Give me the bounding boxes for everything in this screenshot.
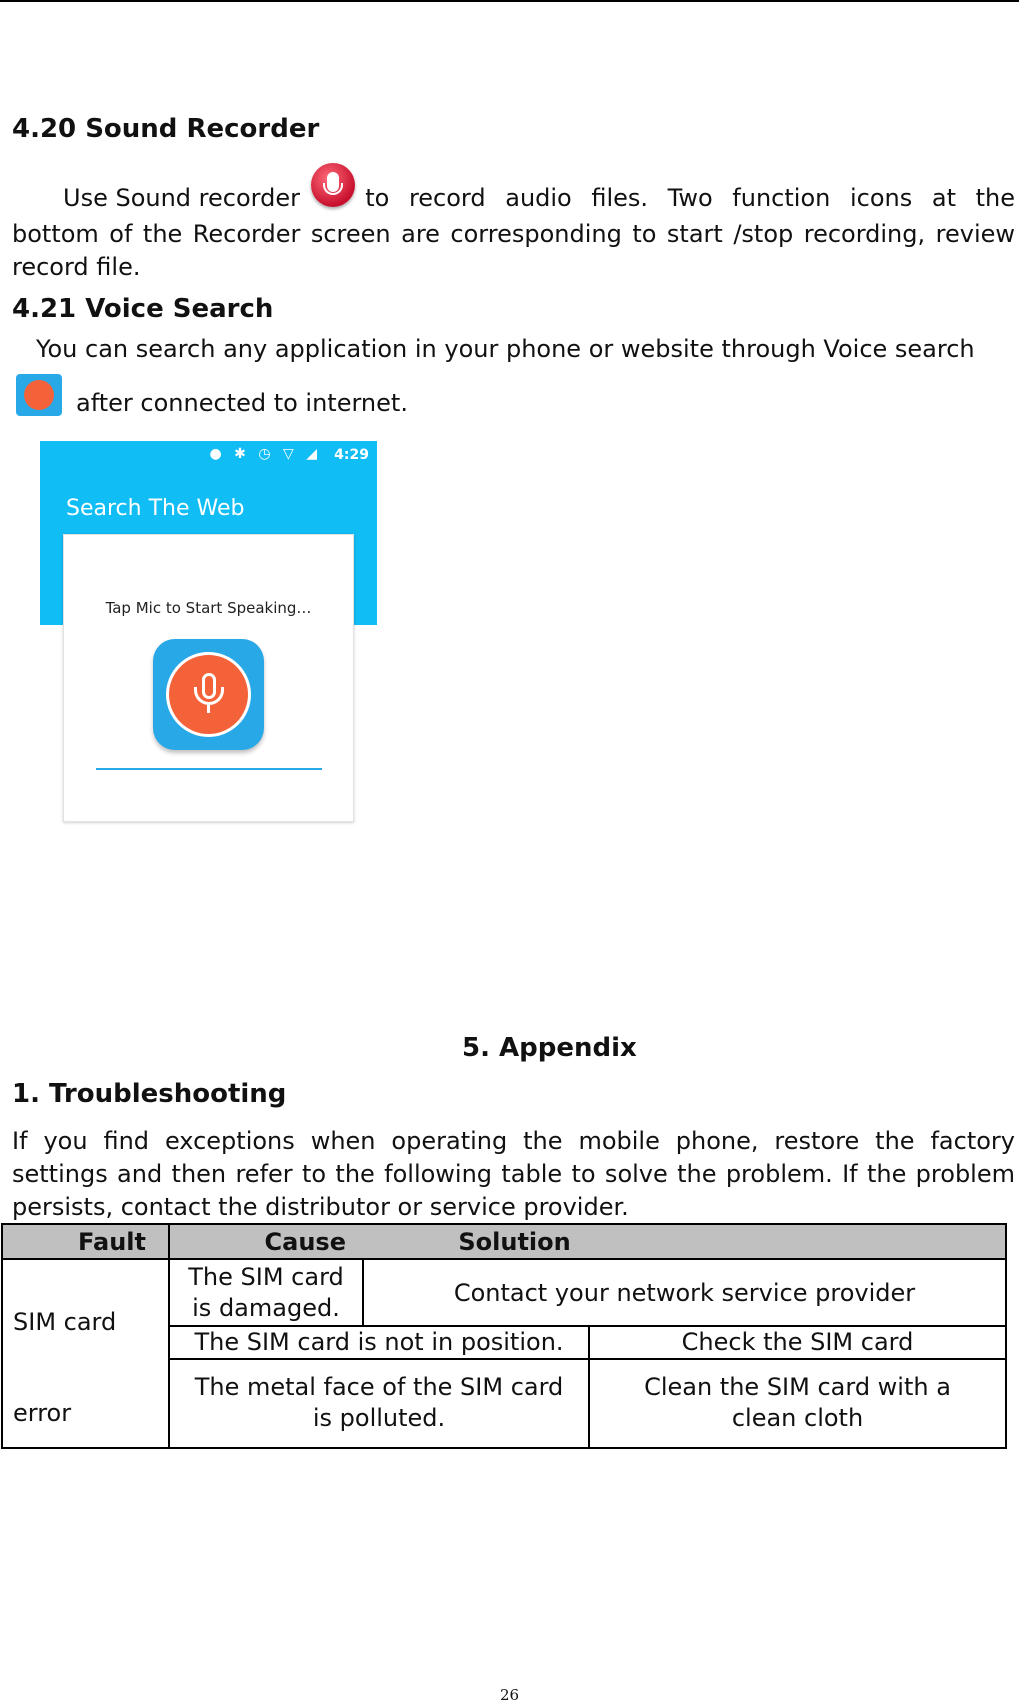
heading-troubleshooting: 1. Troubleshooting: [12, 1079, 287, 1109]
troubleshooting-line2: settings and then refer to the following table to solve the problem. If the problem: [12, 1160, 1015, 1188]
cause-cell: The metal face of the SIM card is polluted.: [170, 1360, 590, 1447]
top-rule: [0, 0, 1019, 2]
sound-recorder-icon: [311, 163, 355, 207]
fault-line1: SIM card: [13, 1308, 117, 1336]
voice-search-line1: You can search any application in your phone or website through Voice search: [36, 335, 975, 363]
page-number: 26: [499, 1686, 520, 1704]
mic-icon: [166, 652, 251, 737]
fault-line2: error: [13, 1399, 72, 1427]
voice-search-text: after connected to internet.: [76, 389, 408, 417]
table-row: [2, 1259, 1006, 1326]
cause-cell: The SIM card is not in position.: [170, 1327, 590, 1358]
heading-sound-recorder: 4.20 Sound Recorder: [12, 114, 320, 144]
header-cause: Cause: [264, 1227, 346, 1256]
troubleshooting-line1: If you find exceptions when operating the mobile phone, restore the factory: [12, 1127, 1015, 1155]
row3-cell: [169, 1359, 1006, 1448]
sound-recorder-line3: record file.: [12, 253, 141, 281]
header-fault: Fault: [2, 1224, 169, 1259]
cause-cell: The SIM card is damaged.: [169, 1259, 363, 1326]
sound-recorder-line1: [12, 182, 1015, 215]
input-underline: [96, 768, 322, 770]
solution-cell: Clean the SIM card with a clean cloth: [644, 1373, 951, 1432]
sound-recorder-text-b: to record audio files. Two function icons at the: [365, 184, 1015, 212]
tap-mic-prompt: Tap Mic to Start Speaking…: [105, 599, 312, 617]
voice-search-card: [63, 534, 354, 822]
voice-search-screenshot: [40, 441, 377, 821]
sound-recorder-text-a: Use Sound recorder: [63, 184, 300, 212]
heading-appendix: 5. Appendix: [462, 1033, 637, 1063]
voice-search-line2: [16, 369, 408, 420]
status-time: 4:29: [334, 447, 369, 463]
screenshot-title: Search The Web: [66, 496, 245, 521]
heading-voice-search: 4.21 Voice Search: [12, 294, 274, 324]
fault-cell: [2, 1259, 169, 1448]
row2-cell: [169, 1326, 1006, 1359]
sound-recorder-line2: bottom of the Recorder screen are corresponding to start /stop recording, review: [12, 220, 1015, 248]
solution-cell: [363, 1259, 1006, 1326]
solution-text: Contact your network service provider: [453, 1278, 916, 1307]
voice-search-icon: [16, 374, 62, 416]
table-header-row: [2, 1224, 1006, 1259]
header-cause-solution: [169, 1224, 1006, 1259]
mic-button[interactable]: [153, 639, 264, 750]
header-solution: Solution: [458, 1227, 571, 1256]
troubleshooting-table: [1, 1223, 1007, 1449]
status-icons: ● ✱ ◷ ▽ ◢: [209, 446, 321, 462]
troubleshooting-line3: persists, contact the distributor or service provider.: [12, 1193, 629, 1221]
solution-cell: Check the SIM card: [681, 1328, 914, 1356]
